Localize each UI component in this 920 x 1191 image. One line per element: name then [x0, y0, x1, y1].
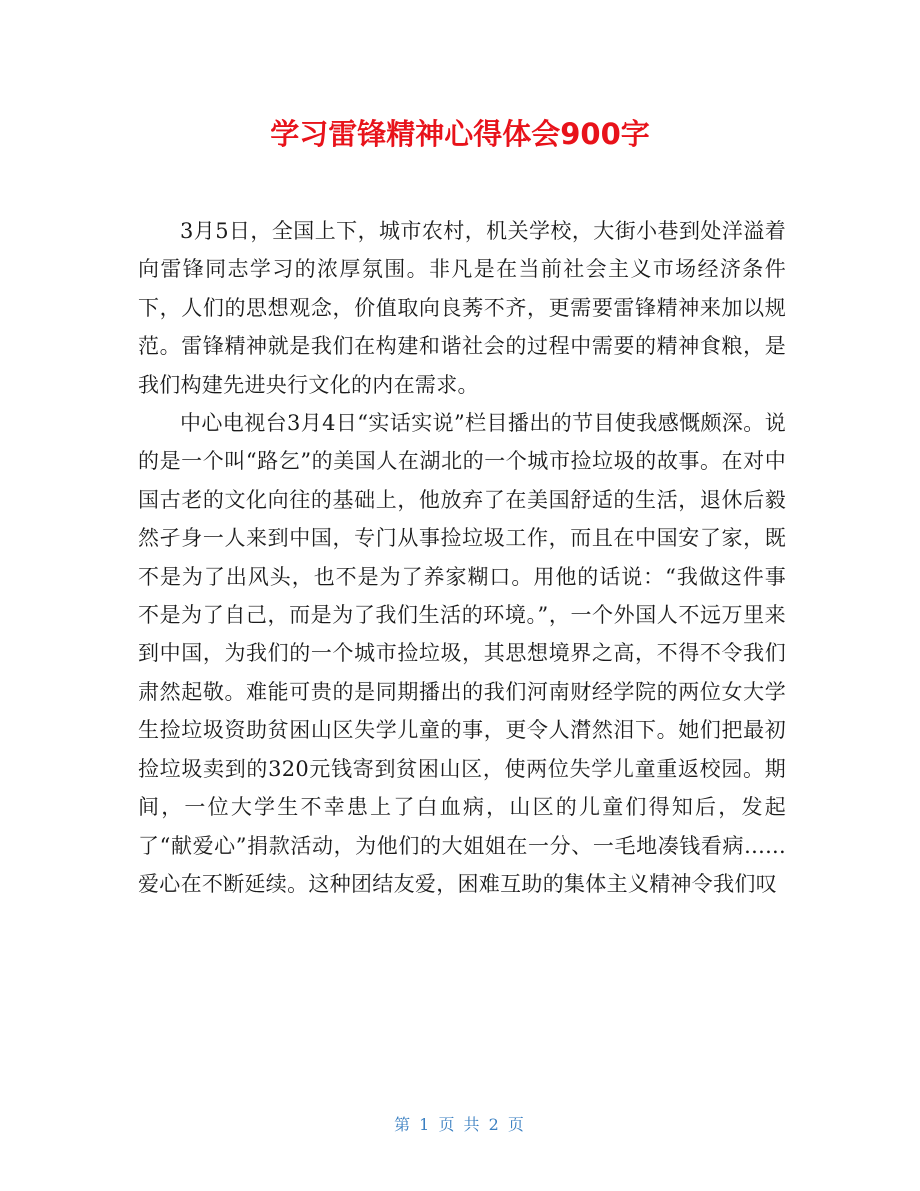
page-number-label: 第 1 页 共 2 页 [394, 1115, 526, 1134]
document-body [138, 212, 786, 903]
paragraph-1: 3月5日，全国上下，城市农村，机关学校，大街小巷到处洋溢着向雷锋同志学习的浓厚氛围。非凡是在当前社会主义市场经济条件下，人们的思想观念，价值取向良莠不齐，更需要雷锋精神来加以规范。雷锋精神就是我们在构建和谐社会的过程中需要的精神食粮，是我们构建先进央行文化的内在需求。 [138, 219, 786, 397]
document-title: 学习雷锋精神心得体会900字 [270, 117, 650, 151]
paragraph-2: 中心电视台3月4日“实话实说”栏目播出的节目使我感慨颇深。说的是一个叫“路乞”的美国人在湖北的一个城市捡垃圾的故事。在对中国古老的文化向往的基础上，他放弃了在美国舒适的生活，退休后毅然孑身一人来到中国，专门从事捡垃圾工作，而且在中国安了家，既不是为了出风头，也不是为了养家糊口。用他的话说：“我做这件事不是为了自己，而是为了我们生活的环境。”，一个外国人不远万里来到中国，为我们的一个城市捡垃圾，其思想境界之高，不得不令我们肃然起敬。难能可贵的是同期播出的我们河南财经学院的两位女大学生捡垃圾资助贫困山区失学儿童的事，更令人潸然泪下。她们把最初捡垃圾卖到的320元钱寄到贫困山区，使两位失学儿童重返校园。期间，一位大学生不幸患上了白血病，山区的儿童们得知后，发起了“献爱心”捐款活动，为他们的大姐姐在一分、一毛地凑钱看病......爱心在不断延续。这种团结友爱，困难互助的集体主义精神令我们叹 [138, 411, 786, 896]
page-footer [0, 1112, 920, 1138]
